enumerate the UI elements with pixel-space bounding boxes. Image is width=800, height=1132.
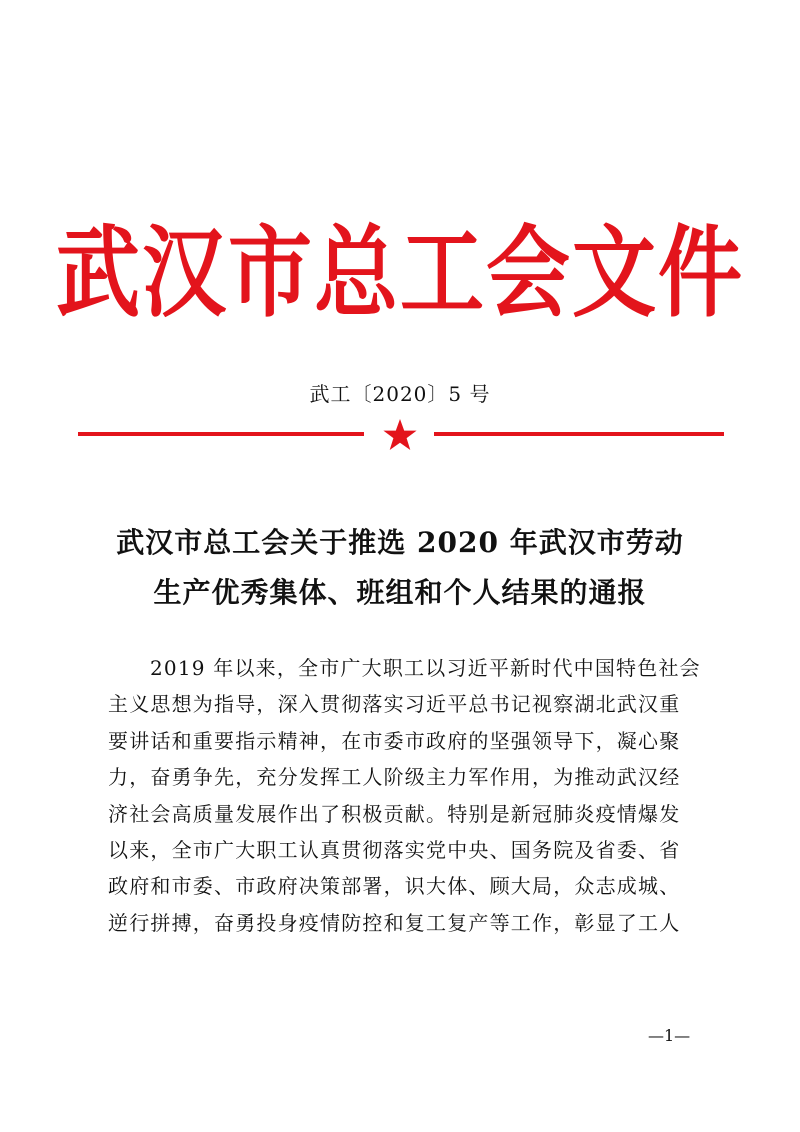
body-paragraph	[108, 650, 708, 941]
document-number: 武工〔2020〕5 号	[309, 382, 491, 406]
title-line: 生产优秀集体、班组和个人结果的通报	[153, 576, 647, 609]
notice-title	[0, 518, 800, 618]
body-line: 济社会高质量发展作出了积极贡献。特别是新冠肺炎疫情爆发	[108, 801, 681, 826]
body-line: 要讲话和重要指示精神，在市委市政府的坚强领导下，凝心聚	[108, 728, 681, 753]
body-line: 2019 年以来，全市广大职工以习近平新时代中国特色社会	[150, 656, 701, 680]
red-divider-left	[78, 432, 364, 436]
body-line: 政府和市委、市政府决策部署，识大体、顾大局，众志成城、	[108, 874, 681, 899]
body-line: 力，奋勇争先，充分发挥工人阶级主力军作用，为推动武汉经	[108, 765, 681, 790]
page-number: —1—	[648, 1026, 691, 1045]
star-icon	[382, 418, 418, 452]
body-line: 逆行拼搏，奋勇投身疫情防控和复工复产等工作，彰显了工人	[108, 910, 681, 935]
masthead-title: 武汉市总工会文件	[55, 213, 744, 331]
title-line: 武汉市总工会关于推选 2020 年武汉市劳动	[116, 526, 684, 559]
body-line: 主义思想为指导，深入贯彻落实习近平总书记视察湖北武汉重	[108, 692, 681, 717]
red-divider-right	[434, 432, 724, 436]
body-line: 以来，全市广大职工认真贯彻落实党中央、国务院及省委、省	[108, 837, 681, 862]
